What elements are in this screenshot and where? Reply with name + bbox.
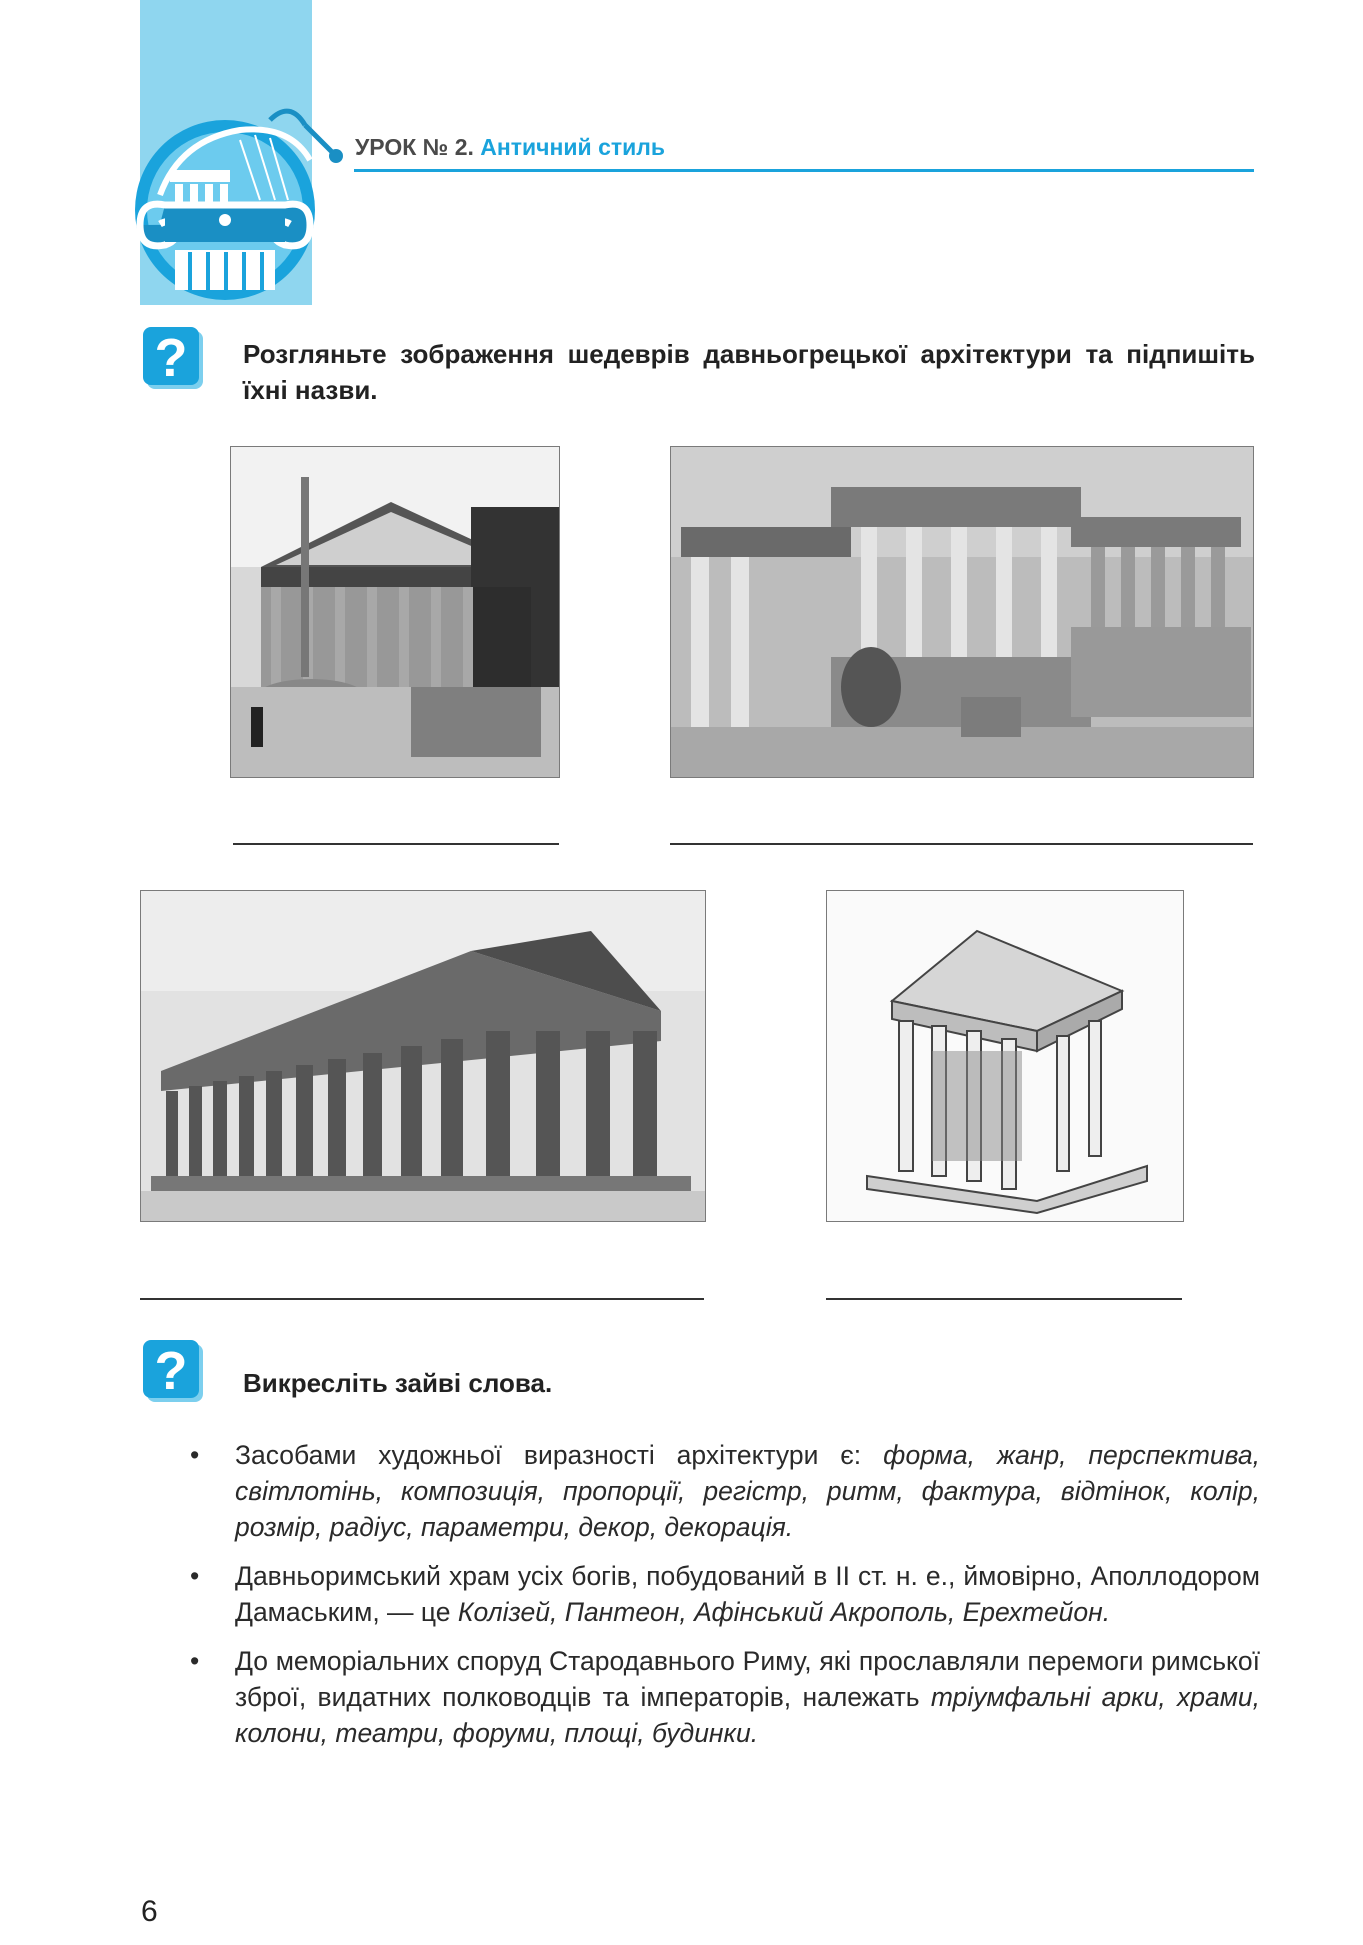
list-item xyxy=(180,1643,1260,1751)
header-rule xyxy=(354,169,1254,172)
bullet-marker: • xyxy=(190,1646,200,1676)
list-item xyxy=(180,1558,1260,1630)
list-item xyxy=(180,1437,1260,1545)
lesson-heading xyxy=(355,134,665,161)
answer-line-2[interactable] xyxy=(670,843,1253,845)
lesson-title: Античний стиль xyxy=(480,134,666,160)
temple-engraving-image xyxy=(826,890,1184,1222)
answer-line-3[interactable] xyxy=(140,1298,704,1300)
page-number: 6 xyxy=(141,1895,158,1928)
item-lead: Засобами художньої виразності архітектури є: xyxy=(235,1440,884,1470)
lesson-number: УРОК № 2. xyxy=(355,134,474,160)
ionic-column-lyre-logo xyxy=(120,100,350,300)
bullet-marker: • xyxy=(190,1561,200,1591)
item-lead: До меморіальних споруд Стародавнього Риму, які прославляли перемоги римської зброї, видатних полководців та імператорів, належать xyxy=(235,1646,1260,1712)
item-options[interactable]: Колізей, Пантеон, Афінський Акрополь, Ерехтейон. xyxy=(457,1597,1111,1627)
svg-text:?: ? xyxy=(154,1341,188,1401)
question-mark-icon xyxy=(143,327,205,391)
item-options[interactable]: тріумфальні арки, храми, колони, театри, форуми, площі, будинки. xyxy=(235,1682,1260,1748)
answer-line-4[interactable] xyxy=(826,1298,1182,1300)
task2-prompt: Викресліть зайві слова. xyxy=(243,1368,553,1398)
bullet-marker: • xyxy=(190,1440,200,1470)
question-mark-icon xyxy=(143,1340,205,1404)
bullet-list xyxy=(180,1437,1260,1764)
task1-prompt: Розгляньте зображення шедеврів давньогрецької архітектури та підпишіть їхні назви. xyxy=(243,339,1255,405)
doric-temple-photo xyxy=(140,890,706,1222)
item-options[interactable]: форма, жанр, перспектива, світлотінь, композиція, пропорції, регістр, ритм, фактура, відтінок, колір, розмір, радіус, параметри, декор, декорація. xyxy=(235,1440,1260,1542)
pantheon-photo xyxy=(230,446,560,778)
answer-line-1[interactable] xyxy=(233,843,559,845)
svg-text:?: ? xyxy=(154,328,188,388)
item-lead: Давньоримський храм усіх богів, побудований в II ст. н. е., ймовірно, Аполлодором Дамаським, — це xyxy=(235,1561,1260,1627)
erechtheion-photo xyxy=(670,446,1254,778)
